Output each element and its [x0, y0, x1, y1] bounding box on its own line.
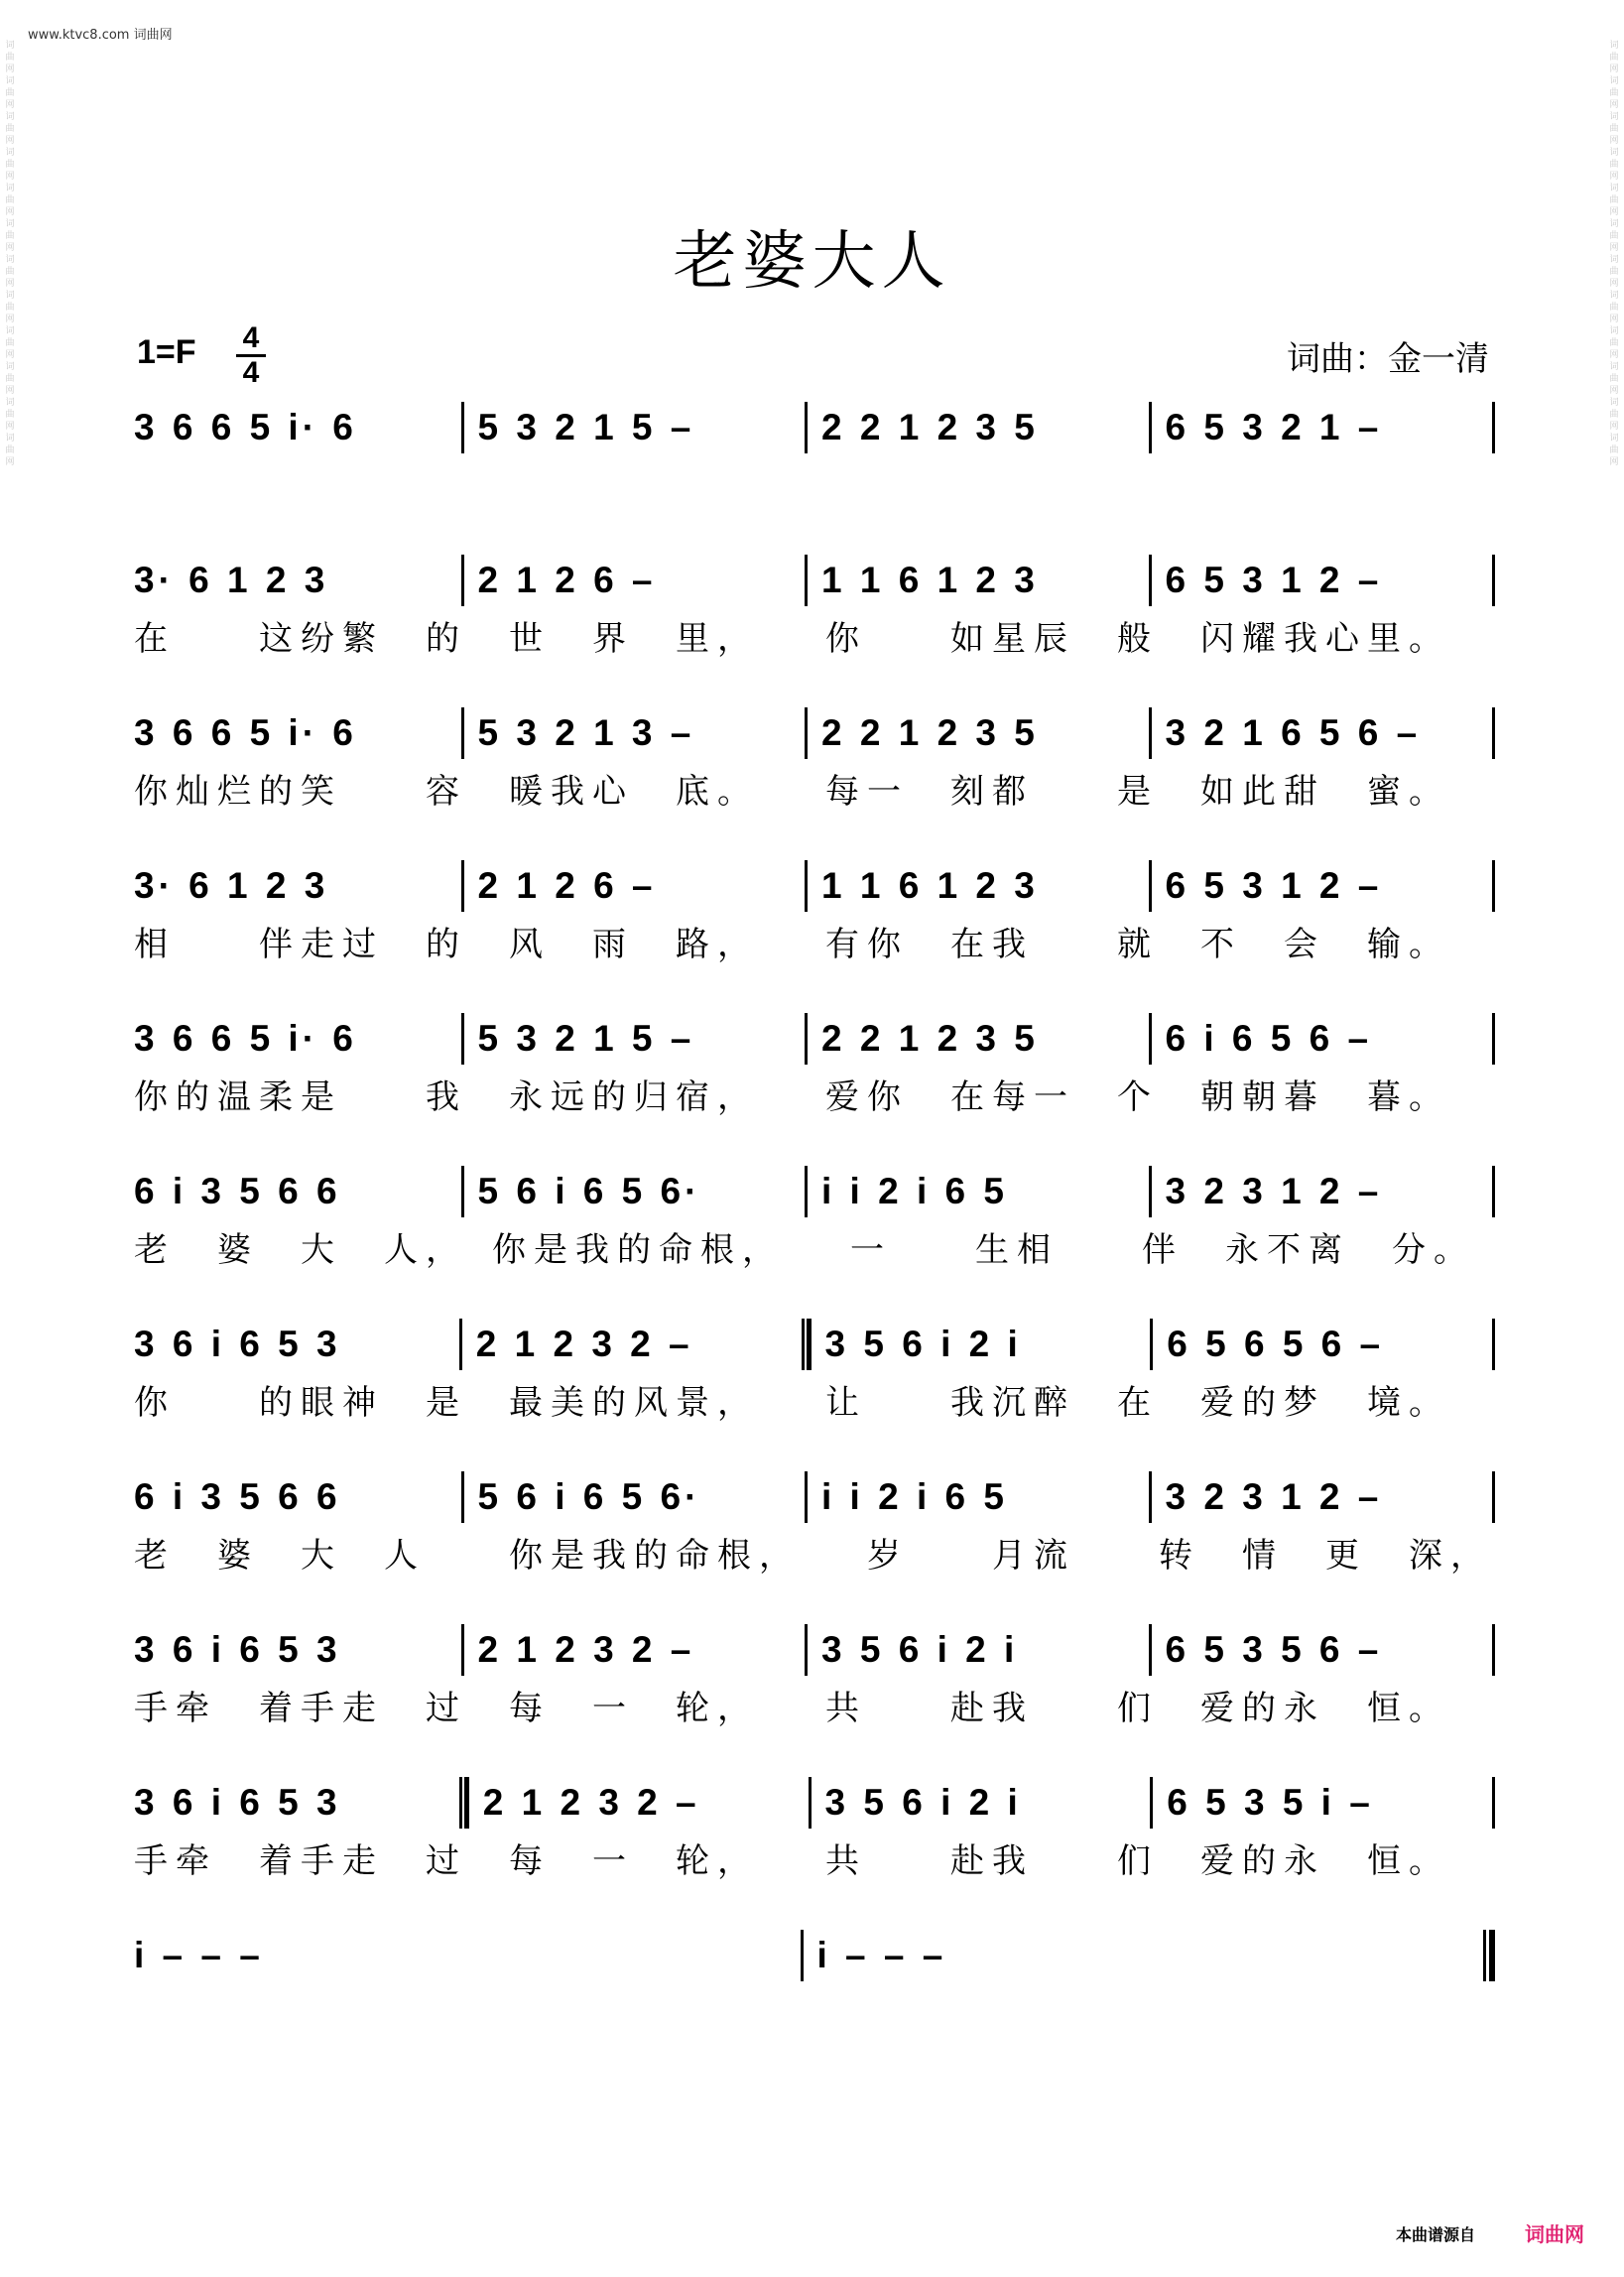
measure: 3· 6 1 2 3 — [134, 560, 329, 600]
notation-line — [134, 1008, 1495, 1070]
measure: 2 1 2 3 2 – — [477, 1629, 695, 1670]
measure: 6 i 6 5 6 – — [1165, 1018, 1373, 1059]
site-url: www.ktvc8.com 词曲网 — [28, 28, 173, 43]
measure: 3· 6 1 2 3 — [134, 865, 329, 906]
notation-line — [134, 1925, 1495, 1986]
measure: 3 2 1 6 5 6 – — [1165, 712, 1422, 753]
measure: 3 6 i 6 5 3 — [134, 1629, 341, 1670]
score-row — [134, 1314, 1495, 1466]
lyric-line: 你的温柔是 我 永远的归宿， 爱你 在每一 个 朝朝暮 暮。 — [134, 1077, 1450, 1117]
measure: 6 5 3 2 1 – — [1165, 407, 1383, 447]
notation-line — [134, 702, 1495, 764]
measure: 1 1 6 1 2 3 — [821, 560, 1039, 600]
measure: 2 1 2 3 2 – — [475, 1324, 693, 1364]
notation-line — [134, 550, 1495, 611]
watermark-strip-right: 词曲网 词曲网 词曲网 词曲网 词曲网 词曲网 词曲网 词曲网 词曲网 词曲网 词曲网 词曲网 — [1609, 41, 1619, 467]
lyric-line: 你 的眼神 是 最美的风景， 让 我沉醉 在 爱的梦 境。 — [134, 1383, 1450, 1423]
measure: i – – – — [134, 1935, 264, 1975]
lyricist-composer-credit: 词曲：金一清 — [1287, 339, 1489, 379]
measure: 5 6 i 6 5 6· — [477, 1171, 701, 1211]
watermark-strip-left: 词曲网 词曲网 词曲网 词曲网 词曲网 词曲网 词曲网 词曲网 词曲网 词曲网 词曲网 词曲网 — [5, 41, 15, 467]
score-body — [134, 397, 1495, 1986]
measure: 2 1 2 6 – — [477, 865, 657, 906]
measure: 6 i 3 5 6 6 — [134, 1171, 341, 1211]
footer-source: 本曲谱源自 — [1395, 2225, 1475, 2244]
score-row — [134, 550, 1495, 702]
measure: 5 3 2 1 5 – — [477, 407, 695, 447]
lyric-line: 手牵 着手走 过 每 一 轮， 共 赴我 们 爱的永 恒。 — [134, 1841, 1450, 1881]
notation-line — [134, 1466, 1495, 1528]
score-row-final — [134, 1925, 1495, 1986]
notation-line — [134, 397, 1495, 458]
score-row — [134, 1772, 1495, 1925]
measure: 5 3 2 1 3 – — [477, 712, 695, 753]
score-row — [134, 1466, 1495, 1619]
measure: 3 6 i 6 5 3 — [134, 1782, 341, 1823]
measure: 3 6 6 5 i· 6 — [134, 1018, 357, 1059]
measure: 3 2 3 1 2 – — [1165, 1171, 1383, 1211]
measure: 6 5 6 5 6 – — [1167, 1324, 1385, 1364]
measure: 5 3 2 1 5 – — [477, 1018, 695, 1059]
measure: i i 2 i 6 5 — [821, 1171, 1008, 1211]
lyric-line: 在 这纷繁 的 世 界 里， 你 如星辰 般 闪耀我心里。 — [134, 619, 1450, 659]
measure: 6 5 3 1 2 – — [1165, 560, 1383, 600]
measure: 6 5 3 1 2 – — [1165, 865, 1383, 906]
measure: 2 1 2 3 2 – — [482, 1782, 700, 1823]
measure: i – – – — [816, 1935, 947, 1975]
time-signature-top: 4 — [242, 321, 260, 354]
lyric-line: 你灿烂的笑 容 暖我心 底。 每一 刻都 是 如此甜 蜜。 — [134, 772, 1450, 812]
measure: 1 1 6 1 2 3 — [821, 865, 1039, 906]
notation-line — [134, 1619, 1495, 1681]
measure: 3 6 i 6 5 3 — [134, 1324, 341, 1364]
song-title: 老婆大人 — [673, 225, 951, 299]
score-row — [134, 702, 1495, 855]
score-row — [134, 397, 1495, 458]
measure: 5 6 i 6 5 6· — [477, 1476, 701, 1517]
measure: 3 5 6 i 2 i — [824, 1324, 1022, 1364]
lyric-line: 老 婆 大 人 你是我的命根， 岁 月流 转 情 更 深， — [134, 1536, 1492, 1576]
key-signature: 1=F — [137, 333, 196, 371]
score-row — [134, 1619, 1495, 1772]
measure: 2 2 1 2 3 5 — [821, 407, 1039, 447]
time-signature — [236, 323, 266, 388]
measure: 6 5 3 5 6 – — [1165, 1629, 1383, 1670]
final-barline — [1483, 1930, 1495, 1981]
notation-line — [134, 1314, 1495, 1375]
notation-line — [134, 1161, 1495, 1222]
measure: 3 6 6 5 i· 6 — [134, 407, 357, 447]
score-row — [134, 1161, 1495, 1314]
measure: 2 1 2 6 – — [477, 560, 657, 600]
measure: 3 6 6 5 i· 6 — [134, 712, 357, 753]
footer-logo: 词曲网 — [1525, 2222, 1584, 2246]
measure: 3 2 3 1 2 – — [1165, 1476, 1383, 1517]
time-signature-bottom: 4 — [242, 356, 260, 389]
measure: 6 i 3 5 6 6 — [134, 1476, 341, 1517]
lyric-line: 相 伴走过 的 风 雨 路， 有你 在我 就 不 会 输。 — [134, 925, 1450, 964]
notation-line — [134, 855, 1495, 917]
measure: 3 5 6 i 2 i — [824, 1782, 1022, 1823]
lyric-line: 老 婆 大 人， 你是我的命根， 一 生相 伴 永不离 分。 — [134, 1230, 1475, 1270]
measure: i i 2 i 6 5 — [821, 1476, 1008, 1517]
measure: 3 5 6 i 2 i — [821, 1629, 1019, 1670]
measure: 2 2 1 2 3 5 — [821, 712, 1039, 753]
score-row — [134, 855, 1495, 1008]
measure: 2 2 1 2 3 5 — [821, 1018, 1039, 1059]
score-row — [134, 1008, 1495, 1161]
lyric-line: 手牵 着手走 过 每 一 轮， 共 赴我 们 爱的永 恒。 — [134, 1689, 1450, 1728]
measure: 6 5 3 5 i – — [1167, 1782, 1374, 1823]
notation-line — [134, 1772, 1495, 1834]
